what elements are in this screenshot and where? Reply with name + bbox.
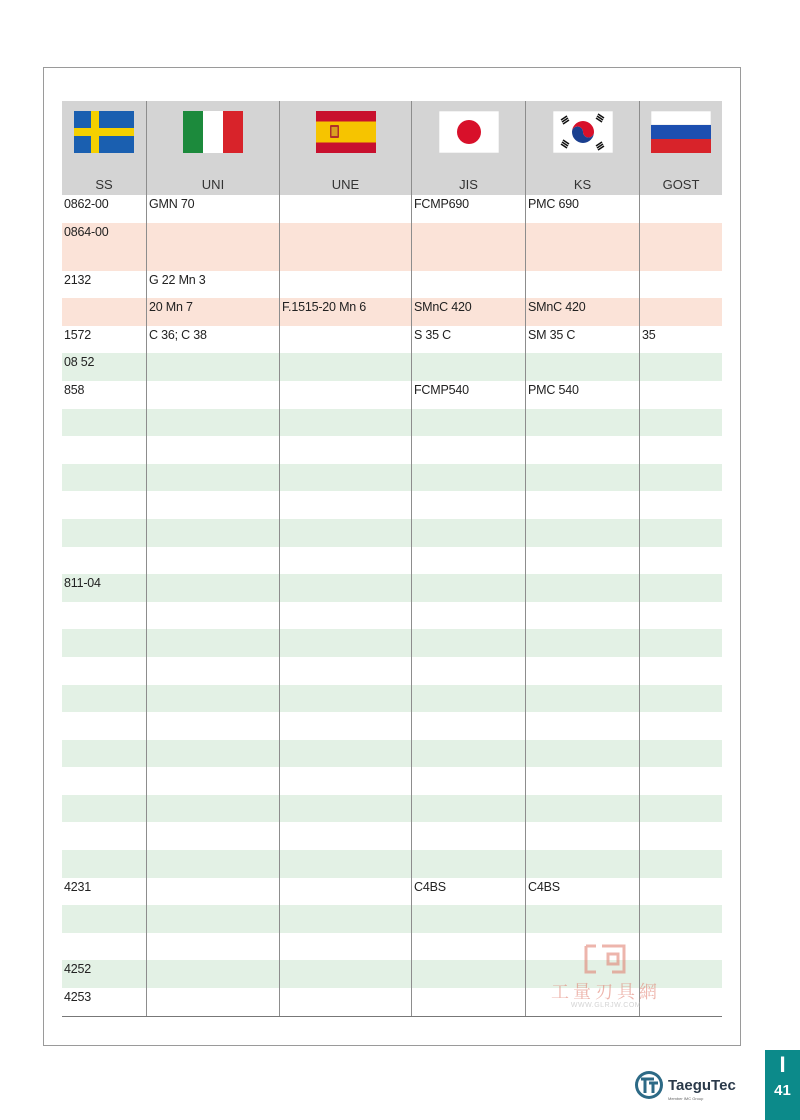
cell-gost bbox=[639, 712, 722, 740]
table-row bbox=[62, 602, 722, 630]
cell-ss: 858 bbox=[64, 382, 85, 397]
cell-uni bbox=[146, 933, 279, 961]
table-row bbox=[62, 436, 722, 464]
cell-ss: 4231 bbox=[64, 879, 92, 894]
cell-une bbox=[279, 795, 411, 823]
cell-ks bbox=[525, 767, 639, 795]
cell-gost bbox=[639, 436, 722, 464]
cell-une bbox=[279, 491, 411, 519]
cell-uni bbox=[146, 795, 279, 823]
cell-une bbox=[279, 574, 411, 602]
table-row bbox=[62, 905, 722, 933]
cell-jis bbox=[411, 602, 525, 630]
cell-une bbox=[279, 712, 411, 740]
sweden-flag-icon bbox=[74, 111, 134, 153]
cell-jis bbox=[411, 271, 525, 299]
cell-ks bbox=[525, 574, 639, 602]
table-row bbox=[62, 519, 722, 547]
cell-ss bbox=[62, 298, 146, 326]
cell-jis bbox=[411, 547, 525, 575]
cell-ss: 4253 bbox=[64, 990, 92, 1005]
cell-jis bbox=[411, 822, 525, 850]
standard-code: UNE bbox=[331, 177, 360, 192]
cell-jis bbox=[411, 409, 525, 437]
cell-ks bbox=[525, 629, 639, 657]
cell-ks bbox=[525, 602, 639, 630]
cell-ss: 08 52 bbox=[64, 355, 95, 370]
cell-ss bbox=[62, 850, 146, 878]
cell-uni bbox=[146, 574, 279, 602]
cell-ks bbox=[525, 223, 639, 271]
cell-une bbox=[279, 381, 411, 409]
standard-code: UNI bbox=[201, 177, 225, 192]
cell-ks bbox=[525, 547, 639, 575]
cell-une bbox=[279, 960, 411, 988]
brand-name: TaeguTec bbox=[668, 1076, 736, 1094]
cell-jis bbox=[411, 464, 525, 492]
cell-ks: PMC 540 bbox=[525, 381, 639, 409]
cell-ks bbox=[525, 740, 639, 768]
japan-flag-icon bbox=[439, 111, 499, 153]
cell-ss bbox=[62, 409, 146, 437]
spain-flag-icon bbox=[316, 111, 376, 153]
cell-uni: G 22 Mn 3 bbox=[146, 271, 279, 299]
table-row bbox=[62, 878, 722, 906]
cell-une bbox=[279, 409, 411, 437]
cell-ss: 0862-00 bbox=[64, 197, 109, 211]
cell-une bbox=[279, 767, 411, 795]
cell-ss bbox=[62, 629, 146, 657]
header-ks bbox=[525, 101, 639, 195]
cell-ss bbox=[62, 712, 146, 740]
table-row bbox=[62, 685, 722, 713]
cell-gost bbox=[639, 464, 722, 492]
cell-une bbox=[279, 905, 411, 933]
cell-gost bbox=[639, 547, 722, 575]
cell-ss bbox=[62, 491, 146, 519]
cell-ks bbox=[525, 822, 639, 850]
cell-jis bbox=[411, 685, 525, 713]
cell-gost bbox=[639, 878, 722, 906]
cell-gost bbox=[639, 298, 722, 326]
table-body bbox=[62, 195, 722, 1017]
cell-ss bbox=[62, 436, 146, 464]
cell-ss: 1572 bbox=[64, 327, 92, 342]
cell-ss: 0864-00 bbox=[64, 224, 109, 239]
header-gost bbox=[639, 101, 722, 195]
cell-jis: C4BS bbox=[411, 878, 525, 906]
cell-une bbox=[279, 519, 411, 547]
cell-uni bbox=[146, 353, 279, 381]
cell-uni bbox=[146, 436, 279, 464]
cell-jis bbox=[411, 988, 525, 1016]
cell-une bbox=[279, 464, 411, 492]
cell-gost bbox=[639, 822, 722, 850]
page-number: 41 bbox=[774, 1082, 791, 1099]
cell-ss bbox=[62, 464, 146, 492]
table-row bbox=[62, 850, 722, 878]
watermark-logo-icon bbox=[582, 942, 628, 976]
cell-ss bbox=[62, 657, 146, 685]
cell-une bbox=[279, 988, 411, 1016]
cell-une bbox=[279, 878, 411, 906]
cell-une bbox=[279, 933, 411, 961]
cell-gost bbox=[639, 353, 722, 381]
cell-jis bbox=[411, 850, 525, 878]
cell-uni bbox=[146, 712, 279, 740]
table-row bbox=[62, 629, 722, 657]
cell-jis: FCMP690 bbox=[411, 195, 525, 223]
cell-uni bbox=[146, 878, 279, 906]
cell-jis bbox=[411, 767, 525, 795]
cell-uni bbox=[146, 685, 279, 713]
cell-jis bbox=[411, 223, 525, 271]
cell-ks bbox=[525, 271, 639, 299]
cell-jis bbox=[411, 905, 525, 933]
cell-jis bbox=[411, 740, 525, 768]
table-row bbox=[62, 298, 722, 326]
cell-ss bbox=[62, 795, 146, 823]
table-row bbox=[62, 767, 722, 795]
cell-ss bbox=[62, 822, 146, 850]
table-row bbox=[62, 464, 722, 492]
cell-gost bbox=[639, 195, 722, 223]
russia-flag-icon bbox=[651, 111, 711, 153]
cell-ks bbox=[525, 850, 639, 878]
cell-une bbox=[279, 547, 411, 575]
cell-une bbox=[279, 850, 411, 878]
table-row bbox=[62, 195, 722, 223]
cell-ks: C4BS bbox=[525, 878, 639, 906]
cell-jis bbox=[411, 657, 525, 685]
cell-ks bbox=[525, 409, 639, 437]
table-row bbox=[62, 326, 722, 354]
table-row bbox=[62, 491, 722, 519]
cell-jis: SMnC 420 bbox=[411, 298, 525, 326]
cell-ss bbox=[62, 933, 146, 961]
cell-jis bbox=[411, 712, 525, 740]
cell-jis bbox=[411, 353, 525, 381]
standards-table bbox=[62, 101, 722, 1017]
cell-uni bbox=[146, 547, 279, 575]
cell-uni bbox=[146, 491, 279, 519]
cell-ss: 811-04 bbox=[64, 576, 101, 591]
table-row bbox=[62, 712, 722, 740]
cell-une bbox=[279, 629, 411, 657]
cell-gost bbox=[639, 574, 722, 602]
cell-une bbox=[279, 195, 411, 223]
cell-uni bbox=[146, 960, 279, 988]
standard-code: KS bbox=[573, 177, 592, 192]
cell-gost: 35 bbox=[639, 326, 722, 354]
header-jis bbox=[411, 101, 525, 195]
cell-ss bbox=[62, 905, 146, 933]
section-letter: I bbox=[779, 1052, 786, 1077]
cell-ss bbox=[62, 685, 146, 713]
cell-gost bbox=[639, 657, 722, 685]
cell-ss bbox=[62, 547, 146, 575]
cell-une bbox=[279, 602, 411, 630]
standard-code: SS bbox=[95, 177, 113, 192]
table-row bbox=[62, 740, 722, 768]
cell-uni bbox=[146, 740, 279, 768]
cell-gost bbox=[639, 767, 722, 795]
watermark bbox=[536, 942, 676, 1014]
cell-jis: S 35 C bbox=[411, 326, 525, 354]
cell-ss: 2132 bbox=[64, 272, 92, 287]
header-uni bbox=[146, 101, 279, 195]
cell-ks bbox=[525, 519, 639, 547]
header-ss bbox=[62, 101, 146, 195]
cell-ss bbox=[62, 519, 146, 547]
cell-une bbox=[279, 740, 411, 768]
cell-ss bbox=[62, 602, 146, 630]
cell-gost bbox=[639, 795, 722, 823]
cell-gost bbox=[639, 223, 722, 271]
cell-jis bbox=[411, 436, 525, 464]
italy-flag-icon bbox=[183, 111, 243, 153]
cell-ks: PMC 690 bbox=[525, 195, 639, 223]
cell-ks bbox=[525, 464, 639, 492]
cell-une bbox=[279, 271, 411, 299]
cell-gost bbox=[639, 740, 722, 768]
cell-jis bbox=[411, 933, 525, 961]
table-row bbox=[62, 409, 722, 437]
standard-code: JIS bbox=[459, 177, 478, 192]
table-row bbox=[62, 657, 722, 685]
cell-uni bbox=[146, 850, 279, 878]
cell-gost bbox=[639, 602, 722, 630]
cell-une bbox=[279, 326, 411, 354]
cell-gost bbox=[639, 850, 722, 878]
cell-ks bbox=[525, 436, 639, 464]
cell-uni bbox=[146, 767, 279, 795]
cell-uni bbox=[146, 657, 279, 685]
cell-ks bbox=[525, 685, 639, 713]
cell-uni bbox=[146, 822, 279, 850]
cell-jis bbox=[411, 519, 525, 547]
watermark-url: WWW.GLRJW.COM bbox=[570, 1002, 642, 1009]
cell-uni: GMN 70 bbox=[146, 195, 279, 223]
table-row bbox=[62, 381, 722, 409]
cell-ks bbox=[525, 491, 639, 519]
cell-jis bbox=[411, 795, 525, 823]
table-row bbox=[62, 547, 722, 575]
cell-gost bbox=[639, 409, 722, 437]
cell-uni bbox=[146, 223, 279, 271]
cell-uni bbox=[146, 464, 279, 492]
cell-une bbox=[279, 436, 411, 464]
brand-sub: Member IMC Group bbox=[668, 1096, 704, 1101]
cell-gost bbox=[639, 519, 722, 547]
cell-uni bbox=[146, 381, 279, 409]
cell-jis: FCMP540 bbox=[411, 381, 525, 409]
table-row bbox=[62, 223, 722, 271]
cell-uni bbox=[146, 988, 279, 1016]
table-row bbox=[62, 353, 722, 381]
cell-une bbox=[279, 822, 411, 850]
cell-jis bbox=[411, 960, 525, 988]
cell-une bbox=[279, 657, 411, 685]
table-row bbox=[62, 574, 722, 602]
table-row bbox=[62, 795, 722, 823]
cell-uni bbox=[146, 629, 279, 657]
cell-uni bbox=[146, 905, 279, 933]
watermark-text: 工量刃具網 bbox=[551, 982, 661, 1003]
cell-jis bbox=[411, 491, 525, 519]
cell-ss bbox=[62, 740, 146, 768]
table-row bbox=[62, 271, 722, 299]
taegutec-logo-icon bbox=[634, 1070, 664, 1100]
cell-jis bbox=[411, 574, 525, 602]
cell-ks bbox=[525, 795, 639, 823]
cell-ks bbox=[525, 353, 639, 381]
standard-code: GOST bbox=[662, 177, 700, 192]
cell-une bbox=[279, 353, 411, 381]
cell-uni bbox=[146, 409, 279, 437]
cell-une bbox=[279, 685, 411, 713]
table-header bbox=[62, 101, 722, 195]
cell-ks: SM 35 C bbox=[525, 326, 639, 354]
cell-une: F.1515-20 Mn 6 bbox=[279, 298, 411, 326]
cell-uni: 20 Mn 7 bbox=[146, 298, 279, 326]
brand-logo bbox=[634, 1067, 754, 1103]
cell-gost bbox=[639, 381, 722, 409]
cell-gost bbox=[639, 629, 722, 657]
cell-ks bbox=[525, 657, 639, 685]
cell-gost bbox=[639, 905, 722, 933]
cell-uni bbox=[146, 602, 279, 630]
cell-ss: 4252 bbox=[64, 962, 92, 977]
cell-uni: C 36; C 38 bbox=[146, 326, 279, 354]
cell-ks bbox=[525, 905, 639, 933]
header-une bbox=[279, 101, 411, 195]
cell-ss bbox=[62, 767, 146, 795]
cell-une bbox=[279, 223, 411, 271]
korea-flag-icon bbox=[553, 111, 613, 153]
cell-jis bbox=[411, 629, 525, 657]
cell-ks bbox=[525, 712, 639, 740]
cell-gost bbox=[639, 685, 722, 713]
cell-gost bbox=[639, 271, 722, 299]
cell-ks: SMnC 420 bbox=[525, 298, 639, 326]
page-tab bbox=[765, 1050, 800, 1120]
table-row bbox=[62, 822, 722, 850]
cell-gost bbox=[639, 491, 722, 519]
cell-uni bbox=[146, 519, 279, 547]
